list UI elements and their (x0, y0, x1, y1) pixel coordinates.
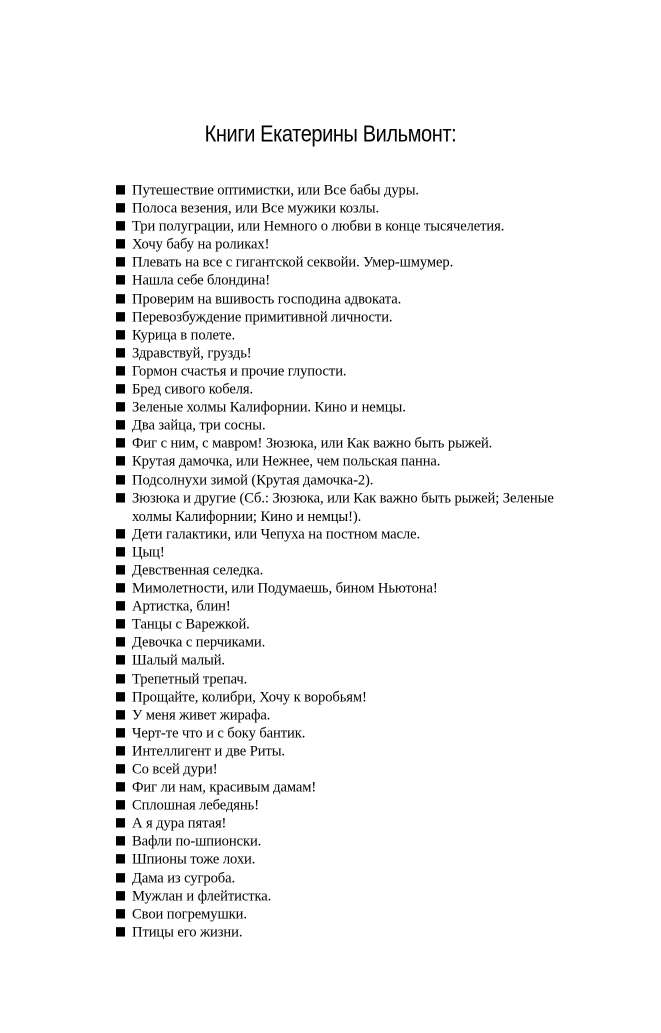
list-item (116, 416, 566, 435)
book-title: Хочу бабу на роликах! (132, 236, 270, 253)
list-item (116, 434, 566, 453)
list-item (116, 362, 566, 381)
square-bullet-icon (116, 276, 125, 285)
square-bullet-icon (116, 493, 125, 502)
book-title: Черт-те что и с боку бантик. (132, 724, 306, 742)
book-title: Проверим на вшивость господина адвоката. (132, 290, 402, 308)
list-item (116, 525, 566, 544)
book-title: Танцы с Варежкой. (132, 616, 250, 633)
page-title: Книги Екатерины Вильмонт: (204, 122, 457, 148)
book-title: Фиг ли нам, красивым дамам! (132, 779, 317, 796)
book-title: Два зайца, три сосны. (132, 417, 266, 434)
list-item (116, 742, 566, 761)
book-title: Мужлан и флейтистка. (132, 887, 272, 905)
square-bullet-icon (116, 294, 125, 303)
book-title: Трепетный трепач. (132, 670, 248, 688)
book-title: Крутая дамочка, или Нежнее, чем польская панна. (132, 453, 441, 471)
book-title: Мимолетности, или Подумаешь, бином Ньютона! (132, 580, 438, 597)
list-item (116, 380, 566, 399)
book-title: Зюзюка и другие (Сб.: Зюзюка, или Как важно быть рыжей; Зеленые холмы Калифорнии; Кино и немцы!). (132, 489, 554, 526)
list-item (116, 670, 566, 689)
book-title: Дама из сугроба. (132, 869, 236, 887)
square-bullet-icon (116, 258, 125, 267)
book-title: Прощайте, колибри, Хочу к воробьям! (132, 688, 367, 706)
book-title: Путешествие оптимистки, или Все бабы дуры. (132, 182, 419, 199)
list-item (116, 597, 566, 616)
book-title: Шпионы тоже лохи. (132, 851, 256, 869)
book-title: Перевозбуждение примитивной личности. (132, 308, 393, 326)
list-item (116, 832, 566, 851)
book-title: Здравствуй, груздь! (132, 344, 252, 362)
book-title: Полоса везения, или Все мужики козлы. (132, 200, 379, 217)
square-bullet-icon (116, 420, 125, 429)
square-bullet-icon (116, 366, 125, 375)
square-bullet-icon (116, 728, 125, 737)
square-bullet-icon (116, 601, 125, 610)
square-bullet-icon (116, 818, 125, 827)
list-item (116, 253, 566, 272)
list-item (116, 579, 566, 598)
list-item (116, 615, 566, 634)
square-bullet-icon (116, 438, 125, 447)
square-bullet-icon (116, 239, 125, 248)
book-title: Цыц! (132, 543, 165, 561)
list-item (116, 905, 566, 924)
square-bullet-icon (116, 185, 125, 194)
square-bullet-icon (116, 909, 125, 918)
list-item (116, 688, 566, 707)
square-bullet-icon (116, 638, 125, 647)
list-item (116, 290, 566, 309)
book-title: Нашла себе блондина! (132, 272, 270, 290)
book-title: Артистка, блин! (132, 598, 231, 615)
list-item (116, 181, 566, 200)
square-bullet-icon (116, 674, 125, 683)
list-item (116, 326, 566, 345)
book-title: Курица в полете. (132, 326, 236, 344)
book-title: Вафли по-шпионски. (132, 833, 262, 851)
square-bullet-icon (116, 927, 125, 936)
square-bullet-icon (116, 312, 125, 321)
list-item (116, 344, 566, 363)
list-item (116, 452, 566, 471)
square-bullet-icon (116, 203, 125, 212)
square-bullet-icon (116, 692, 125, 701)
square-bullet-icon (116, 782, 125, 791)
list-item (116, 706, 566, 725)
book-title: Шалый малый. (132, 652, 225, 670)
book-title: Сплошная лебедянь! (132, 797, 259, 814)
list-item (116, 796, 566, 815)
square-bullet-icon (116, 837, 125, 846)
square-bullet-icon (116, 475, 125, 484)
square-bullet-icon (116, 656, 125, 665)
square-bullet-icon (116, 891, 125, 900)
list-item (116, 814, 566, 833)
book-title: Плевать на все с гигантской секвойи. Умер-шмумер. (132, 254, 454, 272)
list-item (116, 724, 566, 743)
book-title: Зеленые холмы Калифорнии. Кино и немцы. (132, 399, 406, 416)
list-item (116, 199, 566, 218)
list-item (116, 850, 566, 869)
square-bullet-icon (116, 873, 125, 882)
list-item (116, 651, 566, 670)
square-bullet-icon (116, 348, 125, 357)
square-bullet-icon (116, 384, 125, 393)
list-item (116, 489, 566, 527)
square-bullet-icon (116, 583, 125, 592)
list-item (116, 398, 566, 417)
list-item (116, 869, 566, 888)
book-title: А я дура пятая! (132, 815, 227, 832)
book-title: Фиг с ним, с мавром! Зюзюка, или Как важно быть рыжей. (132, 435, 493, 452)
square-bullet-icon (116, 800, 125, 809)
list-item (116, 778, 566, 797)
list-item (116, 887, 566, 906)
square-bullet-icon (116, 764, 125, 773)
book-list (116, 181, 566, 941)
book-title: Бред сивого кобеля. (132, 381, 254, 398)
square-bullet-icon (116, 746, 125, 755)
list-item (116, 760, 566, 779)
book-title: Гормон счастья и прочие глупости. (132, 362, 347, 380)
list-item (116, 633, 566, 652)
square-bullet-icon (116, 529, 125, 538)
square-bullet-icon (116, 330, 125, 339)
book-title: Дети галактики, или Чепуха на постном масле. (132, 525, 421, 543)
square-bullet-icon (116, 402, 125, 411)
square-bullet-icon (116, 855, 125, 864)
list-item (116, 561, 566, 580)
list-item (116, 308, 566, 327)
square-bullet-icon (116, 457, 125, 466)
square-bullet-icon (116, 565, 125, 574)
book-title: Со всей дури! (132, 761, 218, 778)
square-bullet-icon (116, 710, 125, 719)
book-title: У меня живет жирафа. (132, 706, 271, 724)
book-title: Свои погремушки. (132, 905, 247, 923)
list-item (116, 217, 566, 236)
book-title: Птицы его жизни. (132, 923, 243, 941)
list-item (116, 235, 566, 254)
list-item (116, 543, 566, 562)
book-title: Девочка с перчиками. (132, 634, 266, 652)
square-bullet-icon (116, 619, 125, 628)
list-item (116, 471, 566, 490)
book-title: Девственная селедка. (132, 562, 264, 579)
square-bullet-icon (116, 547, 125, 556)
book-title: Интеллигент и две Риты. (132, 742, 285, 760)
list-item (116, 923, 566, 942)
square-bullet-icon (116, 221, 125, 230)
book-title: Три полуграции, или Немного о любви в конце тысячелетия. (132, 218, 505, 235)
list-item (116, 271, 566, 290)
book-title: Подсолнухи зимой (Крутая дамочка-2). (132, 471, 374, 489)
